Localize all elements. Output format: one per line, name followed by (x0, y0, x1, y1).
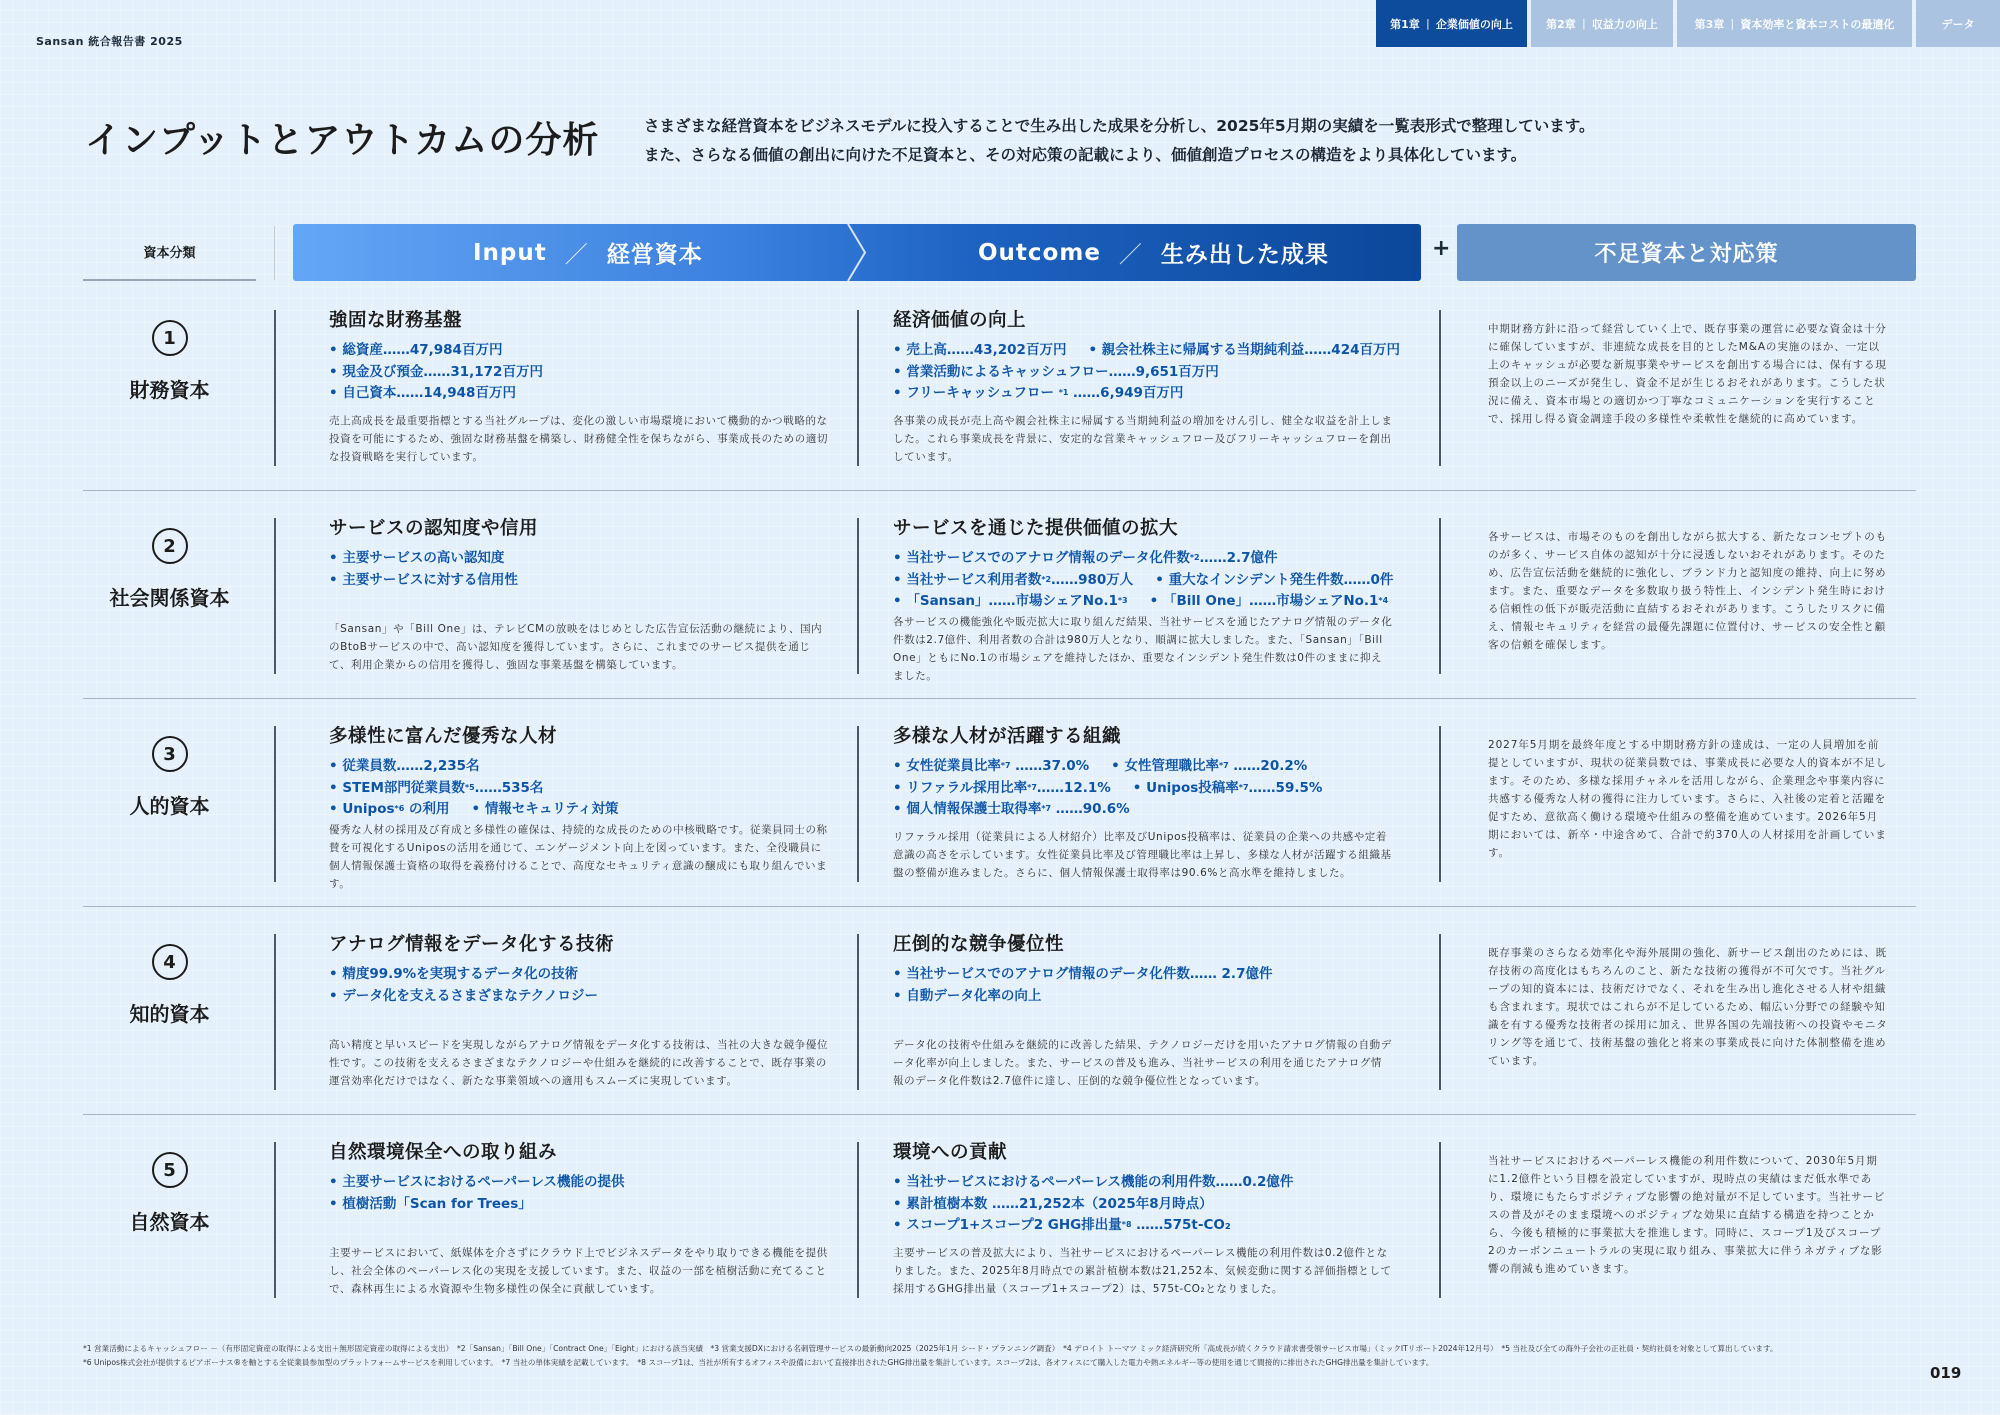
divider (857, 518, 859, 674)
capital-input-cell (329, 306, 829, 466)
bullet-icon: • (329, 987, 343, 1004)
divider (274, 934, 276, 1090)
bullet-value: ……59.5% (1248, 779, 1323, 796)
bullet-line (329, 383, 829, 405)
bullet-icon: • (329, 1195, 343, 1212)
bullet-icon: • (893, 385, 907, 401)
bullet-item (329, 340, 502, 362)
outcome-title: 多様な人材が活躍する組織 (893, 726, 1122, 747)
capital-row (83, 306, 1916, 514)
bullet-icon: • (893, 966, 907, 982)
gap-description: 当社サービスにおけるペーパーレス機能の利用件数について、2030年5月期に1.2億件という目標を設定していますが、現時点の実績はまだ低水準であり、環境にもたらすポジティブな影響の絶対量が不足しています。当社サービスの普及がそのまま環境へのポジティブな効果に直結する構造を持つことから、今後も積極的に事業拡大を推進します。同時に、スコープ1及びスコープ2のカーボンニュートラルの実現に取り組み、事業拡大に伴うネガティブな影響の削減も進めていきます。 (1488, 1155, 1886, 1275)
gap-description: 2027年5月期を最終年度とする中期財務方針の達成は、一定の人員増加を前提としていますが、現状の従業員数では、事業成長に必要な人的資本が不足します。そのため、多様な採用チャネルを活用しながら、企業理念や事業内容に共感する優秀な人材の獲得に注力しています。さらに、入社後の定着と活躍を促すため、意欲高く働ける環境や仕組みの整備を進めています。2026年5月期においては、新卒・中途含めて、合計で約370人の人材採用を計画しています。 (1488, 739, 1887, 859)
nav-tab-4[interactable] (1916, 0, 2000, 47)
bullet-item (329, 1194, 532, 1216)
bullet-label: 現金及び預金 (342, 363, 424, 380)
bullet-line (893, 340, 1400, 362)
nav-tab-label: データ (1941, 17, 1975, 31)
bullet-line (893, 986, 1393, 1008)
nav-tab-2[interactable] (1531, 0, 1673, 47)
bullet-value: ……37.0% (1010, 758, 1090, 774)
footnote-ref: *8 (1121, 1220, 1132, 1229)
bullet-item (893, 383, 1183, 405)
bullet-line (329, 1172, 829, 1194)
bullet-line (329, 964, 829, 986)
bullet-item (329, 570, 518, 592)
outcome-title: 環境への貢献 (893, 1142, 1008, 1163)
bullet-label: 営業活動によるキャッシュフロー (906, 363, 1109, 380)
bullet-item (329, 362, 543, 384)
capital-category-label: 自然資本 (129, 1210, 210, 1234)
nav-tab-label: 資本効率と資本コストの最適化 (1740, 17, 1895, 31)
capital-category (83, 320, 256, 403)
bullet-label: Unipos (342, 801, 395, 817)
bullet-item (893, 340, 1066, 362)
bullet-icon: • (893, 593, 907, 609)
bullet-value: ……535名 (474, 779, 544, 796)
bullet-label: 情報セキュリティ対策 (484, 801, 619, 817)
bullet-item (893, 570, 1133, 592)
outcome-title: 経済価値の向上 (893, 310, 1027, 331)
capital-category-label: 知的資本 (129, 1002, 210, 1026)
divider (857, 1142, 859, 1298)
chapter-nav (1376, 0, 2000, 47)
bullet-item (893, 964, 1272, 986)
bullet-item (893, 1215, 1231, 1237)
input-outcome-header (293, 224, 1421, 281)
bullet-label: データ化を支えるさまざまなテクノロジー (342, 987, 599, 1004)
footnote-ref: *7 (1218, 761, 1229, 770)
bullet-label: 自己資本 (342, 385, 397, 401)
outcome-title: サービスを通じた提供価値の拡大 (893, 518, 1179, 539)
bullet-label: 売上高 (906, 342, 947, 358)
bullet-line (893, 778, 1393, 800)
gap-header: 不足資本と対応策 (1457, 224, 1916, 281)
bullet-value: ……31,172百万円 (423, 363, 543, 380)
input-header (473, 224, 703, 281)
row-divider (83, 906, 1916, 907)
bullet-line (893, 362, 1393, 384)
bullet-item (1111, 756, 1307, 778)
input-description: 「Sansan」や「Bill One」は、テレビCMの放映をはじめとした広告宣伝活動の継続により、国内のBtoBサービスの中で、高い認知度を獲得しています。さらに、これまでのサービス提供を通じて、利用企業からの信用を獲得し、強固な事業基盤を構築しています。 (329, 623, 823, 671)
bullet-value: ……43,202百万円 (946, 342, 1067, 358)
gap-description: 中期財務方針に沿って経営していく上で、既存事業の運営に必要な資金は十分に確保していますが、非連続な成長を目的としたM&Aの実施のほか、一定以上のキャッシュが必要な新規事業やサービスを創出する場合には、保有する現預金以上のニーズが発生し、資金不足が生じるおそれがあります。こうした状況に備え、資本市場との適切かつ丁寧なコミュニケーションを実行することで、採用し得る資金調達手段の多様性や柔軟性を継続的に高めています。 (1488, 323, 1887, 425)
nav-tab-3[interactable] (1677, 0, 1912, 47)
bullet-value: …… 2.7億件 (1189, 966, 1273, 982)
bullet-item (329, 1172, 625, 1194)
capital-outcome-cell (893, 930, 1393, 1090)
capital-input-cell (329, 930, 829, 1090)
outcome-description: データ化の技術や仕組みを継続的に改善した結果、テクノロジーだけを用いたアナログ情報の自動データ化率が向上しました。また、サービスの普及も進み、当社サービスの利用を通じたアナログ情報のデータ化件数は2.7億件に達し、圧倒的な競争優位性となっています。 (893, 1039, 1392, 1087)
bullet-icon: • (329, 758, 343, 774)
bullet-line (329, 778, 829, 800)
bullet-item (893, 591, 1128, 613)
bullet-icon: • (329, 342, 343, 358)
input-description: 高い精度と早いスピードを実現しながらアナログ情報をデータ化する技術は、当社の大きな競争優位性です。この技術を支えるさまざまなテクノロジーや仕組みを継続的に改善することで、既存事業の運営効率化だけではなく、新たな事業領域への適用もスムーズに実現しています。 (329, 1039, 829, 1087)
bullet-line (893, 570, 1393, 592)
plus-icon: + (1432, 236, 1451, 261)
bullet-line (329, 799, 829, 821)
bullet-item (893, 1194, 1213, 1216)
bullet-label: フリーキャッシュフロー (906, 385, 1059, 401)
footnote-ref: *7 (1041, 804, 1052, 813)
bullet-line (329, 340, 829, 362)
nav-tab-1[interactable] (1376, 0, 1527, 47)
gap-description: 既存事業のさらなる効率化や海外展開の強化、新サービス創出のためには、既存技術の高度化はもちろんのこと、新たな技術の獲得が不可欠です。当社グループの知的資本には、技術だけでなく、それを生み出し進化させる人材や組織も含まれます。現状ではこれらが不足しているため、幅広い分野での経験や知識を有する優秀な技術者の採用に加え、世界各国の先端技術への投資やモニタリング等を通じて、技術基盤の強化と将来の事業成長に向けた体制整備を進めています。 (1488, 947, 1888, 1067)
bullet-value: ……9,651百万円 (1108, 363, 1219, 380)
bullet-line (893, 383, 1393, 405)
bullet-label: スコープ1+スコープ2 GHG排出量 (906, 1217, 1122, 1233)
bullet-icon: • (329, 779, 343, 796)
bullet-icon: • (329, 550, 343, 566)
capital-outcome-cell (893, 1138, 1393, 1298)
bullet-item (893, 362, 1219, 384)
footnote-ref: *2 (1189, 553, 1200, 562)
bullet-item (1133, 778, 1323, 800)
footnote-ref: *7 (1238, 782, 1249, 792)
row-number-badge: 4 (152, 944, 188, 980)
bullet-value: ……21,252本（2025年8月時点） (987, 1195, 1213, 1212)
bullet-item (329, 548, 504, 570)
footnote-ref: *7 (1000, 761, 1011, 770)
capital-input-cell (329, 514, 829, 674)
bullet-icon: • (471, 801, 485, 817)
footnote-ref: *7 (1027, 782, 1037, 792)
bullet-icon: • (329, 385, 343, 401)
bullet-value: ……20.2% (1228, 758, 1308, 774)
footnote-ref: *5 (464, 782, 475, 792)
capital-category-label: 社会関係資本 (109, 586, 230, 610)
bullet-line (893, 1215, 1393, 1237)
footnote-ref: *4 (1378, 596, 1389, 605)
outcome-title: 圧倒的な競争優位性 (893, 934, 1065, 955)
bullet-label: Unipos投稿率 (1146, 779, 1239, 796)
bullet-item (1150, 591, 1389, 613)
bullet-icon: • (893, 801, 907, 817)
slash: ／ (564, 242, 589, 268)
bullet-line (329, 548, 829, 570)
row-number-badge: 5 (152, 1152, 188, 1188)
bullet-label: 主要サービスに対する信用性 (342, 571, 518, 588)
bullet-item (893, 756, 1089, 778)
bullet-line (893, 548, 1393, 570)
bullet-icon: • (1111, 758, 1125, 774)
bullet-value: ……0.2億件 (1215, 1174, 1294, 1190)
bullet-value: ……12.1% (1036, 779, 1111, 796)
divider (274, 518, 276, 674)
divider (274, 726, 276, 882)
outcome-header (978, 224, 1329, 281)
bullet-label: 当社サービス利用者数 (906, 571, 1042, 588)
footnote-ref: *3 (1117, 596, 1128, 605)
category-header: 資本分類 (83, 224, 256, 281)
divider (274, 310, 276, 466)
capital-input-cell (329, 722, 829, 890)
bullet-label: 当社サービスでのアナログ情報のデータ化件数 (906, 550, 1190, 566)
bullet-item (1088, 340, 1400, 362)
bullet-value: ……2.7億件 (1199, 550, 1278, 566)
input-description: 優秀な人材の採用及び育成と多様性の確保は、持続的な成長のための中核戦略です。従業員同士の称賛を可視化するUniposの活用を通じて、エンゲージメント向上を図っています。また、全役職員に個人情報保護士資格の取得を義務付けることで、高度なセキュリティ意識の醸成にも取り組んでいます。 (329, 823, 828, 890)
bullet-label: 総資産 (342, 342, 383, 358)
input-title: 自然環境保全への取り組み (329, 1142, 558, 1163)
bullet-item (329, 799, 449, 821)
bullet-value: の利用 (404, 801, 450, 817)
divider (857, 310, 859, 466)
bullet-line (893, 799, 1393, 821)
bullet-value: ……2,235名 (396, 758, 480, 774)
input-title: 多様性に富んだ優秀な人材 (329, 726, 558, 747)
page-number: 019 (1930, 1364, 1962, 1382)
bullet-value: ……980万人 (1051, 571, 1134, 588)
input-description: 売上高成長を最重要指標とする当社グループは、変化の激しい市場環境において機動的かつ戦略的な投資を可能にするため、強固な財務基盤を構築し、財務健全性を保ちながら、事業成長のための適切な投資戦略を実行しています。 (329, 415, 829, 463)
bullet-icon: • (329, 801, 343, 817)
page-description (644, 112, 1594, 170)
capital-outcome-cell (893, 722, 1393, 882)
input-title: サービスの認知度や信用 (329, 518, 539, 539)
bullet-label: 主要サービスの高い認知度 (342, 550, 505, 566)
bullet-label: 女性従業員比率 (906, 758, 1001, 774)
bullet-item (329, 964, 578, 986)
bullet-label: 「Sansan」……市場シェアNo.1 (906, 593, 1118, 609)
bullet-value: ……6,949百万円 (1068, 385, 1184, 401)
bullet-label: 自動データ化率の向上 (906, 987, 1042, 1004)
bullet-item (329, 383, 516, 405)
capital-input-cell (329, 1138, 829, 1298)
divider (1439, 726, 1441, 882)
bullet-icon: • (893, 1195, 907, 1212)
capital-row (83, 1138, 1916, 1346)
bullet-icon: • (893, 779, 907, 796)
nav-tab-chapter: 第2章 (1546, 17, 1576, 31)
bullet-label: 重大なインシデント発生件数 (1168, 571, 1344, 588)
description-line: さまざまな経営資本をビジネスモデルに投入することで生み出した成果を分析し、2025年5月期の実績を一覧表形式で整理しています。 (644, 117, 1595, 135)
capital-category (83, 736, 256, 819)
bullet-icon: • (893, 1217, 907, 1233)
bullet-label: 累計植樹本数 (906, 1195, 988, 1212)
row-number-badge: 3 (152, 736, 188, 772)
input-description: 主要サービスにおいて、紙媒体を介さずにクラウド上でビジネスデータをやり取りできる機能を提供し、社会全体のペーパーレス化の実現を支援しています。また、収益の一部を植樹活動に充てることで、森林再生による水資源や生物多様性の保全に貢献しています。 (329, 1247, 828, 1295)
bullet-line (329, 756, 829, 778)
bullet-icon: • (893, 1174, 907, 1190)
input-title: 強固な財務基盤 (329, 310, 463, 331)
bullet-label: リファラル採用比率 (906, 779, 1028, 796)
page-title: インプットとアウトカムの分析 (85, 120, 600, 161)
capital-category (83, 528, 256, 611)
bullet-label: 親会社株主に帰属する当期純利益 (1101, 342, 1305, 358)
slash: ／ (1118, 242, 1143, 268)
outcome-description: 主要サービスの普及拡大により、当社サービスにおけるペーパーレス機能の利用件数は0.2億件となりました。また、2025年8月時点での累計植樹本数は21,252本、気候変動に関する評価指標として採用するGHG排出量（スコープ1+スコープ2）は、575t-CO₂となりました。 (893, 1247, 1392, 1295)
bullet-icon: • (893, 550, 907, 566)
bullet-item (329, 986, 598, 1008)
divider (857, 726, 859, 882)
nav-tab-chapter: 第1章 (1390, 17, 1420, 31)
bullet-icon: • (1132, 779, 1147, 796)
row-number-badge: 2 (152, 528, 188, 564)
bullet-label: STEM部門従業員数 (342, 779, 465, 796)
row-number-badge: 1 (152, 320, 188, 356)
footnote-ref: *2 (1041, 574, 1052, 584)
bullet-line (893, 964, 1393, 986)
bullet-label: 主要サービスにおけるペーパーレス機能の提供 (342, 1174, 625, 1190)
bullet-value: ……90.6% (1051, 801, 1130, 817)
footnote-line: *1 営業活動によるキャッシュフロー －（有形固定資産の取得による支出＋無形固定資産の取得による支出） *2「Sansan」「Bill One」「Contract One」「Eight」における該当実績 *3 営業支援DXにおける名刺管理サービスの最新動向2025（2025年1月 シード・プランニング調査） *4 デロイト トーマツ ミック経済研究所「高成長が続くクラウド請求書受領サービス市場」（ミックITリポート2024年12月号） *5 当社及び全ての海外子会社の正社員・契約社員を対象として算出しています。 (83, 1344, 1778, 1353)
bullet-icon: • (329, 966, 343, 982)
bullet-line (329, 986, 829, 1008)
divider: | (1581, 17, 1586, 30)
capital-outcome-cell (893, 514, 1394, 682)
bullet-value: ……0件 (1343, 571, 1394, 588)
row-divider (83, 1114, 1916, 1115)
bullet-item (329, 756, 480, 778)
divider: | (1730, 17, 1735, 30)
input-title: アナログ情報をデータ化する技術 (329, 934, 615, 955)
capital-category (83, 944, 256, 1027)
bullet-line (329, 1194, 829, 1216)
bullet-icon: • (1088, 342, 1102, 358)
bullet-label: 当社サービスでのアナログ情報のデータ化件数 (906, 966, 1190, 982)
outcome-label: Outcome (978, 239, 1101, 266)
bullet-icon: • (1155, 571, 1169, 588)
bullet-value: ……575t-CO₂ (1131, 1217, 1231, 1233)
bullet-item (893, 548, 1278, 570)
capital-category-label: 人的資本 (129, 794, 210, 818)
bullet-item (329, 778, 543, 800)
bullet-label: 従業員数 (342, 758, 397, 774)
gap-description: 各サービスは、市場そのものを創出しながら拡大する、新たなコンセプトのものが多く、サービス自体の認知が十分に浸透しないおそれがあります。そのため、広告宣伝活動を継続的に強化し、ブランド力と認知度の維持、向上に努めます。また、重要なデータを多数取り扱う特性上、インシデント発生時における信頼性の低下が販売活動に直結するおそれがあります。こうしたリスクに備え、情報セキュリティを経営の最優先課題に位置付け、サービスの安全性と顧客の信頼を確保します。 (1488, 531, 1887, 651)
capital-category (83, 1152, 256, 1235)
row-divider (83, 698, 1916, 699)
divider (857, 934, 859, 1090)
report-brand: Sansan 統合報告書 2025 (36, 35, 183, 48)
bullet-item (893, 986, 1041, 1008)
chevron-arrow-icon (845, 224, 871, 281)
divider (1439, 518, 1441, 674)
capital-category-label: 財務資本 (129, 378, 210, 402)
outcome-description: 各サービスの機能強化や販売拡大に取り組んだ結果、当社サービスを通じたアナログ情報のデータ化件数は2.7億件、利用者数の合計は980万人となり、順調に拡大しました。また、「Sansan」「Bill One」ともにNo.1の市場シェアを維持したほか、重要なインシデント発生件数は0件のままに抑えました。 (893, 615, 1393, 682)
bullet-line (893, 591, 1393, 613)
bullet-label: 個人情報保護士取得率 (906, 801, 1042, 817)
bullet-line (893, 756, 1393, 778)
bullet-line (329, 570, 829, 592)
capital-row (83, 514, 1916, 722)
description-line: また、さらなる価値の創出に向けた不足資本と、その対応策の記載により、価値創造プロセスの構造をより具体化しています。 (644, 146, 1527, 164)
bullet-icon: • (329, 571, 343, 588)
nav-tab-label: 収益力の向上 (1591, 17, 1658, 31)
nav-tab-chapter: 第3章 (1694, 17, 1725, 31)
bullet-value: ……14,948百万円 (396, 385, 516, 401)
footnotes (83, 1342, 1903, 1370)
footnote-ref: *1 (1058, 388, 1069, 397)
footnote-line: *6 Unipos株式会社が提供するピアボーナス®を軸とする全従業員参加型のプラットフォームサービスを利用しています。 *7 当社の単体実績を記載しています。 *8 スコープ1は、当社が所有するオフィスや設備において直接排出されたGHG排出量を集計しています。スコープ2は、各オフィスにて購入した電力や熱エネルギー等の使用を通じて間接的に排出されたGHG排出量を集計しています。 (83, 1358, 1434, 1367)
capital-row (83, 930, 1916, 1138)
bullet-label: 女性管理職比率 (1124, 758, 1219, 774)
bullet-label: 精度99.9%を実現するデータ化の技術 (342, 966, 579, 982)
divider (1439, 310, 1441, 466)
bullet-label: 当社サービスにおけるペーパーレス機能の利用件数 (906, 1174, 1216, 1190)
bullet-item (471, 799, 618, 821)
footnote-ref: *6 (394, 804, 405, 813)
bullet-icon: • (329, 1174, 343, 1190)
divider (1439, 934, 1441, 1090)
divider: | (1425, 17, 1430, 30)
bullet-value: ……424百万円 (1304, 342, 1400, 358)
nav-tab-label: 企業価値の向上 (1435, 17, 1513, 31)
input-label: Input (473, 239, 547, 266)
divider (1439, 1142, 1441, 1298)
bullet-line (329, 362, 829, 384)
bullet-item (1155, 570, 1393, 592)
bullet-icon: • (329, 363, 343, 380)
bullet-icon: • (1149, 593, 1163, 609)
bullet-item (893, 1172, 1293, 1194)
outcome-description: 各事業の成長が売上高や親会社株主に帰属する当期純利益の増加をけん引し、健全な収益を計上しました。これら事業成長を背景に、安定的な営業キャッシュフロー及びフリーキャッシュフローを創出しています。 (893, 415, 1393, 463)
bullet-icon: • (893, 363, 907, 380)
divider (274, 1142, 276, 1298)
bullet-icon: • (893, 758, 907, 774)
outcome-description: リファラル採用（従業員による人材紹介）比率及びUnipos投稿率は、従業員の企業への共感や定着意識の高さを示しています。女性従業員比率及び管理職比率は上昇し、多様な人材が活躍する組織基盤の整備が進みました。さらに、個人情報保護士取得率は90.6%と高水準を維持しました。 (893, 831, 1392, 879)
input-sublabel: 経営資本 (606, 242, 703, 268)
bullet-item (893, 799, 1130, 821)
bullet-label: 植樹活動「Scan for Trees」 (342, 1195, 532, 1212)
bullet-label: 「Bill One」……市場シェアNo.1 (1162, 593, 1379, 609)
bullet-icon: • (893, 571, 907, 588)
row-divider (83, 490, 1916, 491)
bullet-line (893, 1194, 1393, 1216)
bullet-icon: • (893, 342, 907, 358)
bullet-line (893, 1172, 1393, 1194)
capital-row (83, 722, 1916, 930)
bullet-value: ……47,984百万円 (382, 342, 503, 358)
outcome-sublabel: 生み出した成果 (1160, 242, 1329, 268)
divider (274, 226, 275, 280)
capital-outcome-cell (893, 306, 1400, 466)
bullet-icon: • (893, 987, 907, 1004)
bullet-item (893, 778, 1111, 800)
